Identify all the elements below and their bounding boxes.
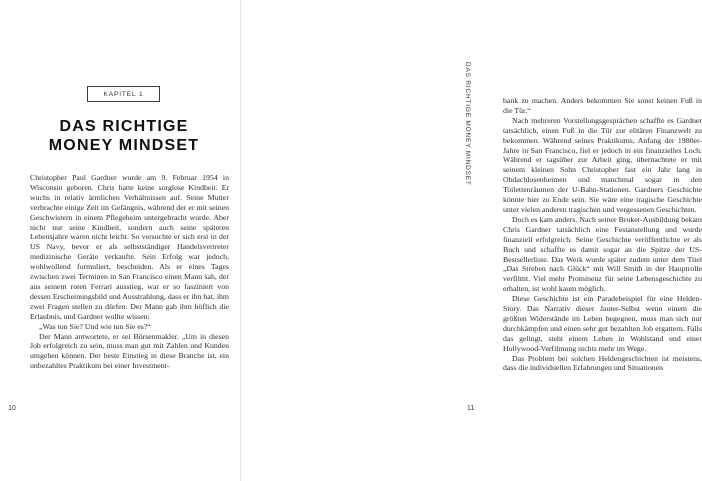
paragraph: Nach mehreren Vorstellungsgesprächen schaffte es Gardner tatsächlich, einen Fuß in die Tür zur elitären Finanzwelt zu bekommen. Während seines Praktikums, Anfang der 1980er-Jahre in San Francisco, fiel er jedoch in ein finanzielles Loch. Während er tagsüber zur Arbeit ging, übernachtete er mit seinem kleinen Sohn Christopher fast ein Jahr lang in Obdachlosenheimen und manchmal sogar in den Toilettenräumen der U-Bahn-Stationen. Gardners Geschichte könnte hier zu Ende sein. Sie wäre eine tragische Geschichte unter vielen anderen tragischen und vergessenen Geschichten.: [503, 115, 702, 214]
chapter-label: KAPITEL 1: [87, 86, 160, 102]
right-body-text: [503, 96, 702, 373]
chapter-title-line-1: DAS RICHTIGE: [59, 118, 189, 135]
page-number-left: 10: [8, 405, 16, 412]
running-head: DAS RICHTIGE MONEY MINDSET: [464, 62, 471, 186]
chapter-title: [20, 117, 228, 155]
paragraph: Diese Geschichte ist ein Paradebeispiel für eine Helden-Story. Das Narrativ dieser Jauter-Selbst wenn einem die größten Widerstände im Leben begegnen, muss man sich nur durchkämpfen und einen sehr gut bezahlten Job ergattern. Falls das gelingt, steht einem Leben in Wohlstand und einer Hollywood-Verfilmung nichts mehr im Wege.: [503, 294, 702, 353]
right-page: [241, 0, 702, 481]
page-number-right: 11: [467, 405, 475, 412]
paragraph: Doch es kam anders. Nach seiner Broker-Ausbildung bekam Chris Gardner tatsächlich eine Festanstellung und wurde finanziell erfolgreich. Seine Geschichte veröffentlichte er als Buch und schaffte es damit sogar an die Spitze der US-Bestsellerliste. Das Werk wurde später zudem unter dem Titel „Das Streben nach Glück“ mit Will Smith in der Hauptrolle verfilmt. Viel mehr Prominenz für seine Lebensgeschichte zu erhalten, ist wohl kaum möglich.: [503, 214, 702, 294]
paragraph: Der Mann antwortete, er sei Börsenmakler. „Um in diesen Job erfolgreich zu sein, muss man gut mit Zahlen und Kunden umgehen können. Der beste Einstieg in diese Branche ist, ein unbezahltes Praktikum bei einer Investment-: [30, 331, 229, 371]
paragraph: bank zu machen. Anders bekommen Sie sonst keinen Fuß in die Tür.“: [503, 96, 702, 115]
chapter-title-line-2: MONEY MINDSET: [48, 137, 200, 154]
left-page: [0, 0, 240, 481]
paragraph: Das Problem bei solchen Heldengeschichten ist meistens, dass die individuellen Erfahrungen und Situationen: [503, 353, 702, 373]
left-body-text: [30, 173, 229, 371]
paragraph: „Was tun Sie? Und wie tun Sie es?“: [39, 321, 151, 331]
paragraph: Christopher Paul Gardner wurde am 9. Februar 1954 in Wisconsin geboren. Chris hatte keine sorglose Kindheit. Er wuchs in relativ ärmlichen Verhältnissen auf. Seine Mutter verbrachte einige Zeit im Gefängnis, während der er mit seinen Geschwistern in einem Pflegeheim untergebracht wurde. Aber nicht nur seine Kindheit, sondern auch seine späteren Lebensjahre waren nicht leicht. So versuchte er sich erst in der US Navy, bevor er als selbstständiger Handelsvertreter medizinische Geräte verkaufte. Sein Erfolg war jedoch, wohlwollend formuliert, bescheiden. Als er eines Tages zwischen zwei Terminen in San Francisco einen Mann sah, der aus seinem roten Ferrari ausstieg, war er so fasziniert von dessen Erscheinungsbild und Ausstrahlung, dass er ihn bat, ihm zwei Fragen stellen zu dürfen. Der Mann gab ihm höflich die Erlaubnis, und Gardner wollte wissen:: [30, 173, 229, 321]
